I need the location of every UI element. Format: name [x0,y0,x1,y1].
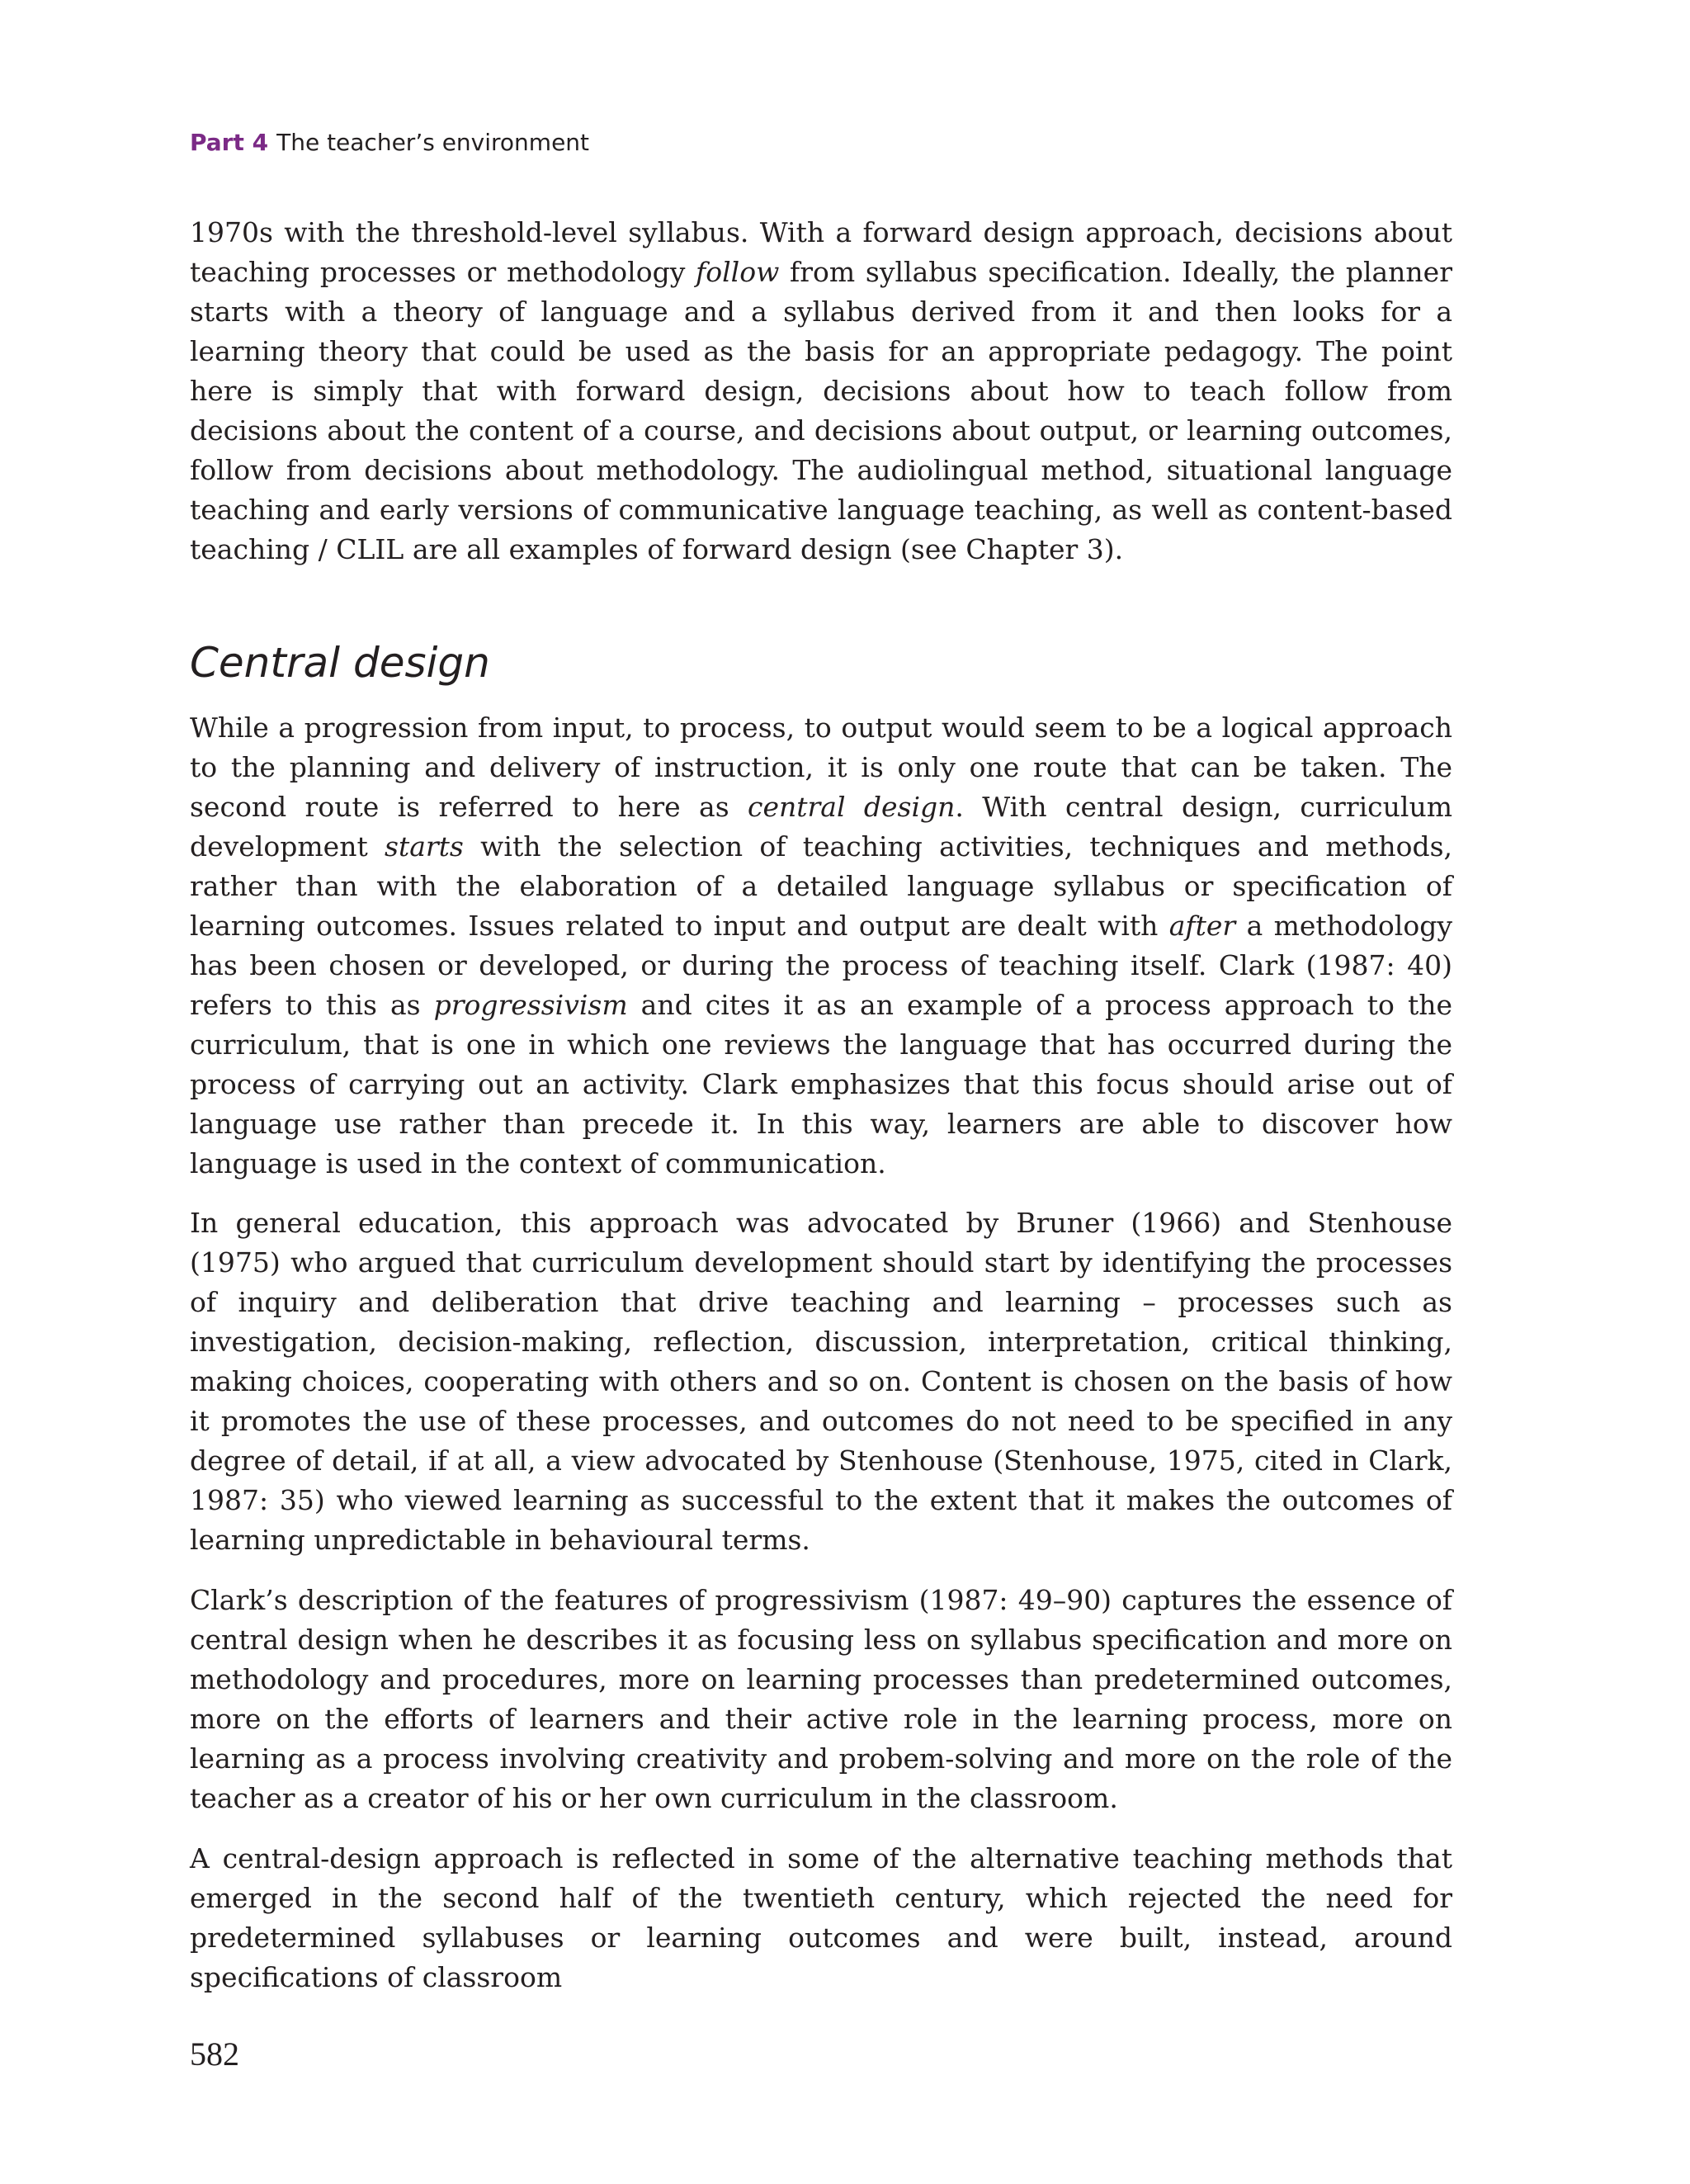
paragraph-central-design-intro [190,708,1452,1184]
paragraph-alternative-methods: A central-design approach is reflected in some of the alternative teaching methods that emerged in the second half of the twentieth century, which rejected the need for predetermined syllabuses or learning outcomes and were built, instead, around specifications of classroom [190,1842,1452,1993]
italic-run: central design [748,791,956,823]
running-header [190,129,589,156]
text-run: with the selection of teaching activities, techniques and methods, rather than with the elaboration of a detailed language syllabus or specification of learning outcomes. Issues related to input and output are dealt with [190,830,1452,942]
text-run: and cites it as an example of a process approach to the curriculum, that is one in which one reviews the language that has occurred during the process of carrying out an activity. Clark emphasizes that this focus should arise out of language use rather than precede it. In this way, learners are able to discover how language is used in the context of communication. [190,989,1452,1179]
text-run: a methodology has been chosen or developed, or during the process of teaching itself. Clark (1987: 40) refers to this as [190,910,1452,1021]
paragraph-general-education: In general education, this approach was advocated by Bruner (1966) and Stenhouse (1975) who argued that curriculum development should start by identifying the processes of inquiry and deliberation that drive teaching and learning – processes such as investigation, decision-making, reflection, discussion, interpretation, critical thinking, making choices, cooperating with others and so on. Content is chosen on the basis of how it promotes the use of these processes, and outcomes do not need to be specified in any degree of detail, if at all, a view advocated by Stenhouse (Stenhouse, 1975, cited in Clark, 1987: 35) who viewed learning as successful to the extent that it makes the outcomes of learning unpredictable in behavioural terms. [190,1207,1452,1556]
header-chapter-title: The teacher’s environment [276,129,590,156]
section-heading: Central design [190,639,490,687]
italic-run: after [1168,910,1236,942]
page-number: 582 [190,2035,239,2073]
paragraph-forward-design [190,213,1452,570]
italic-run: starts [385,830,464,863]
italic-run: progressivism [433,989,628,1021]
text-run: While a progression from input, to process, to output would seem to be a logical approach to the planning and delivery of instruction, it is only one route that can be taken. The second route is referred to here as [190,711,1452,823]
header-part-label: Part 4 [190,129,269,156]
italic-run: follow [696,256,780,288]
text-run: from syllabus specification. Ideally, the planner starts with a theory of language and a syllabus derived from it and then looks for a learning theory that could be used as the basis for an appropriate pedagogy. The point here is simply that with forward design, decisions about how to teach follow from decisions about the content of a course, and decisions about output, or learning outcomes, follow from decisions about methodology. The audiolingual method, situational language teaching and early versions of communicative language teaching, as well as content-based teaching / CLIL are all examples of forward design (see Chapter 3). [190,256,1452,565]
paragraph-progressivism-features: Clark’s description of the features of progressivism (1987: 49–90) captures the essence of central design when he describes it as focusing less on syllabus specification and more on methodology and procedures, more on learning processes than predetermined outcomes, more on the efforts of learners and their active role in the learning process, more on learning as a process involving creativity and probem-solving and more on the role of the teacher as a creator of his or her own curriculum in the classroom. [190,1584,1452,1814]
text-run: 1970s with the threshold-level syllabus. With a forward design approach, decisions about teaching processes or methodology [190,216,1452,288]
text-run: . With central design, curriculum development [190,791,1452,863]
